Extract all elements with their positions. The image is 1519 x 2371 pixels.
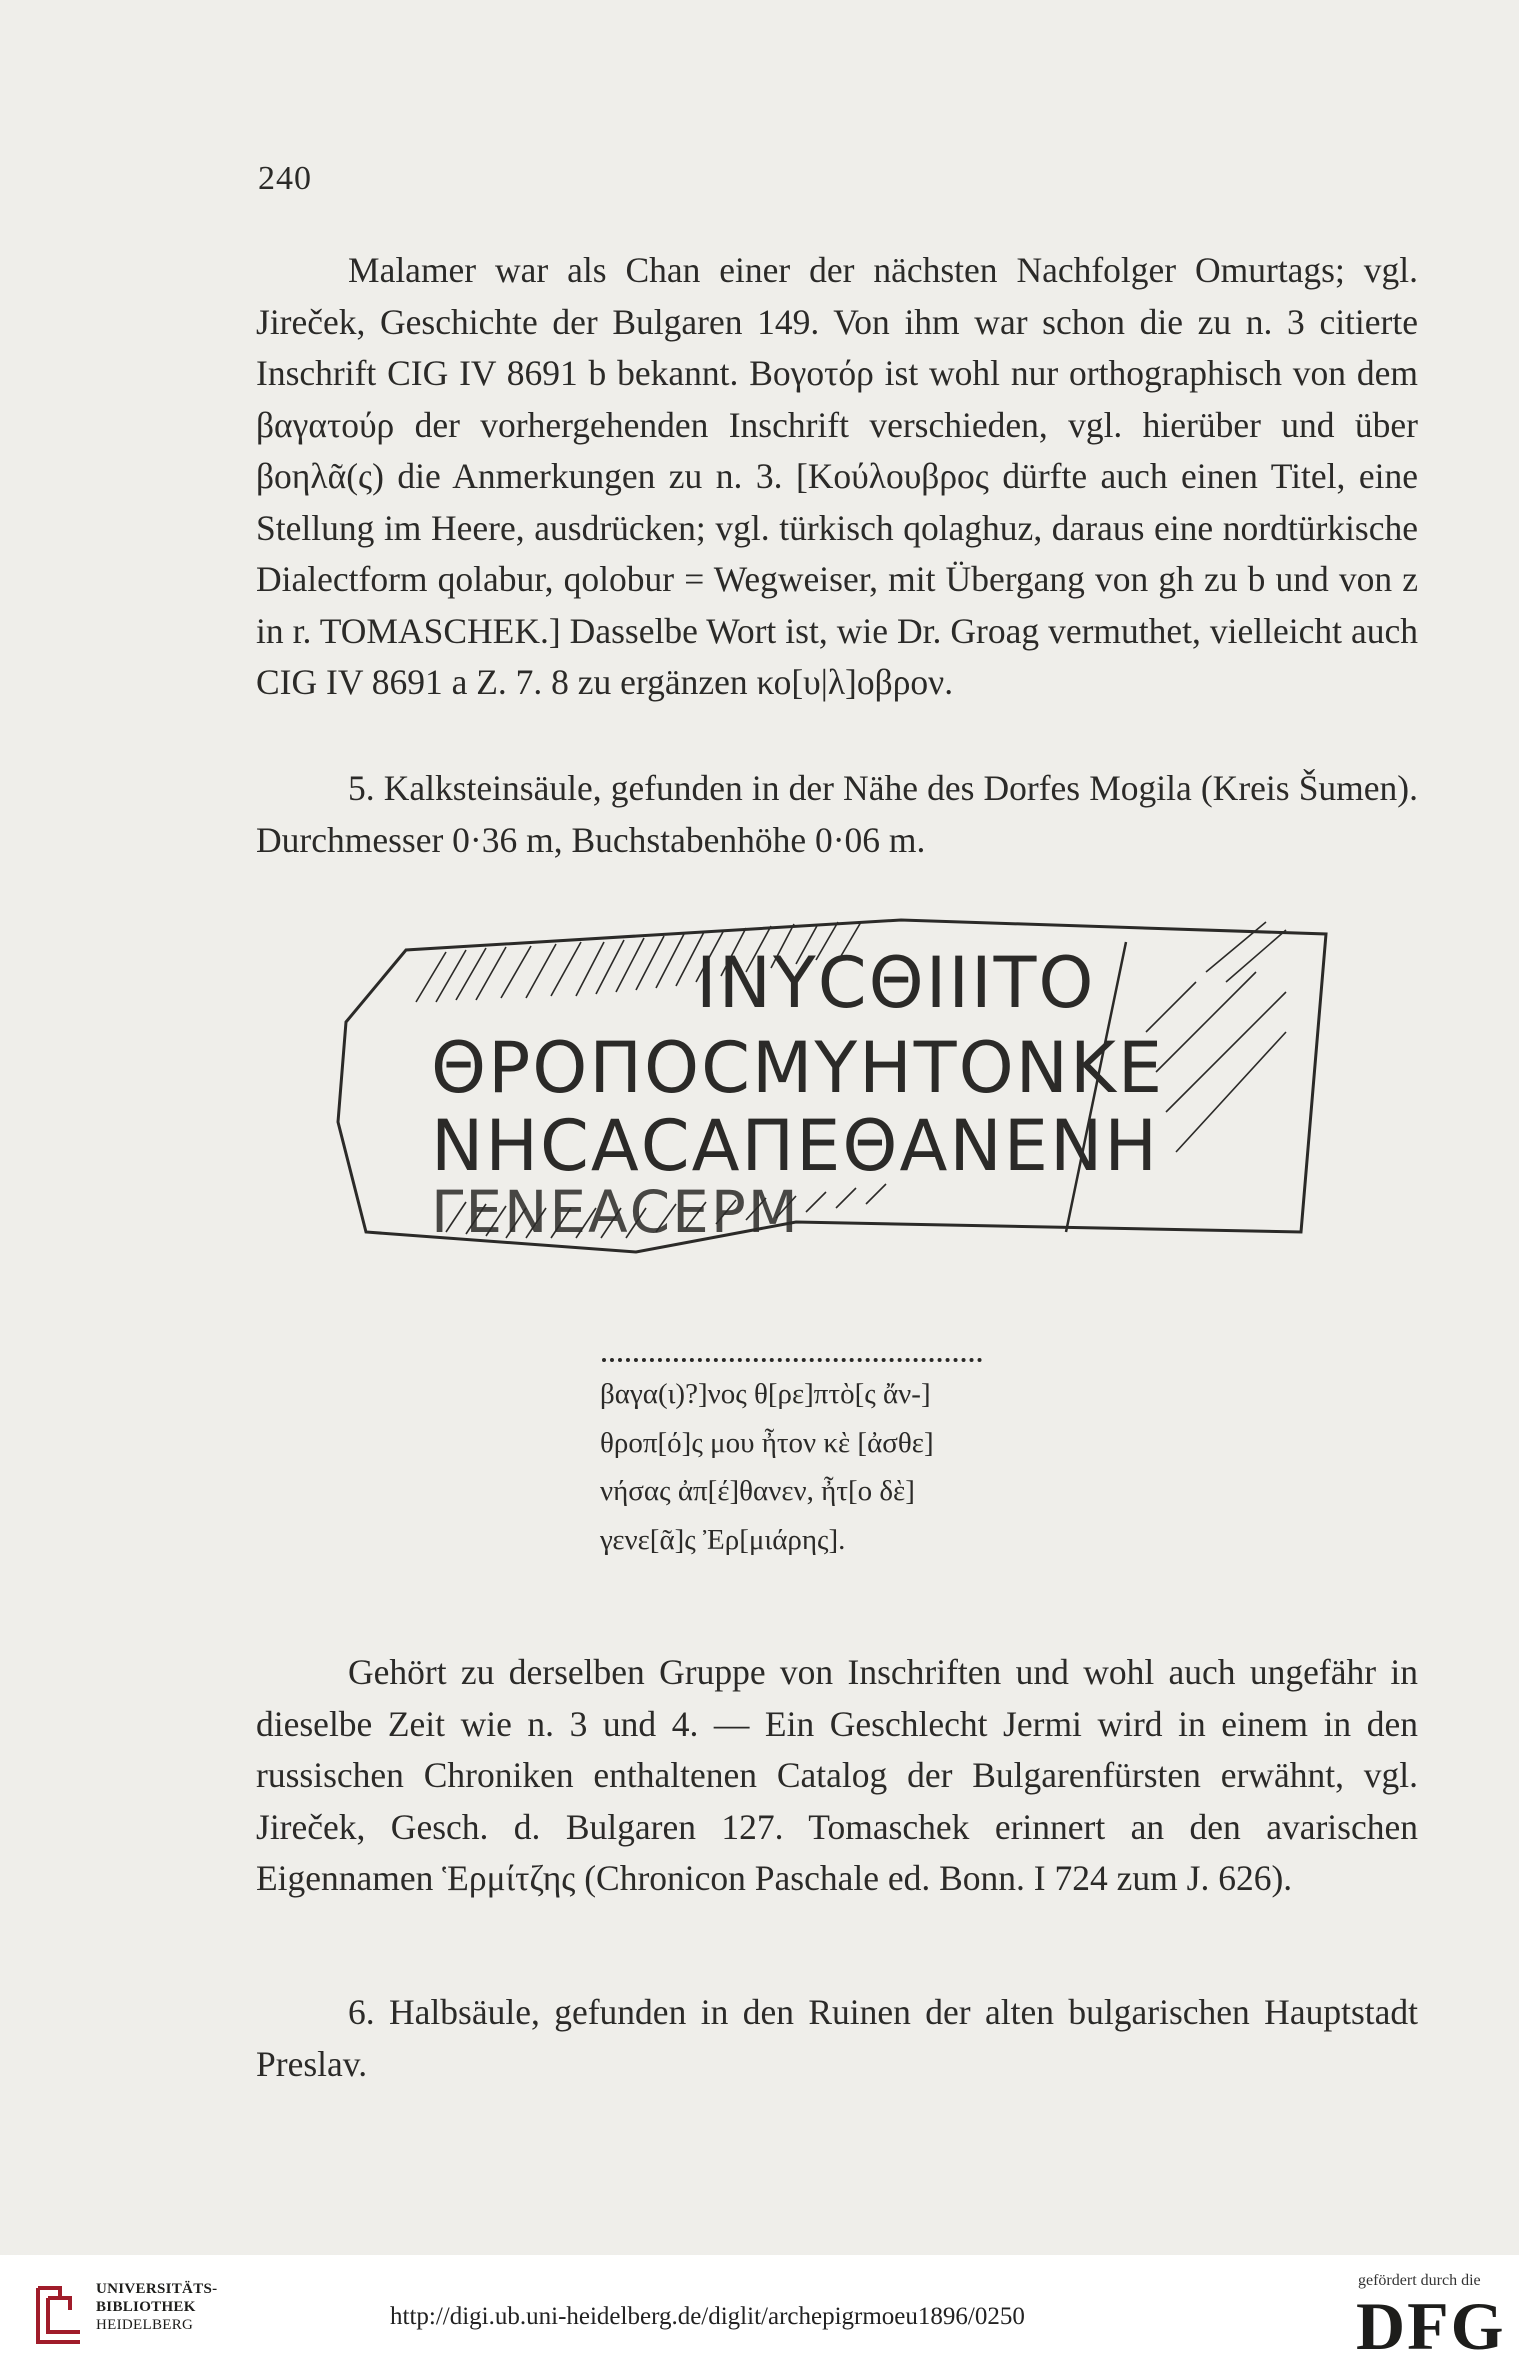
lacuna-dots: [602, 1358, 982, 1366]
inscription-line-1: ΙΝΥϹΘΙΙΙΤΟ: [696, 942, 1096, 1024]
library-name-line: BIBLIOTHEK: [96, 2299, 196, 2315]
source-url-link[interactable]: http://digi.ub.uni-heidelberg.de/diglit/archepigrmoeu1896/0250: [390, 2303, 1025, 2330]
paragraph-commentary: [256, 245, 1418, 709]
library-name-line: UNIVERSITÄTS-: [96, 2281, 218, 2297]
paragraph-text: 5. Kalksteinsäule, gefunden in der Nähe des Dorfes Mogila (Kreis Šumen). Durchmesser 0·36 m, Buchstabenhöhe 0·06 m.: [256, 768, 1418, 860]
paragraph-discussion: [256, 1647, 1418, 1905]
paragraph-text: Gehört zu derselben Gruppe von Inschriften und wohl auch ungefähr in dieselbe Zeit wie n. 3 und 4. — Ein Geschlecht Jermi wird in einem in den russischen Chroniken enthaltenen Catalog der Bulgarenfürsten erwähnt, vgl. Jireček, Gesch. d. Bulgaren 127. Tomaschek erinnert an den avarischen Eigennamen Ἑρμίτζης (Chronicon Paschale ed. Bonn. I 724 zum J. 626).: [256, 1652, 1418, 1898]
inscription-line-4: ΓΕΝΕΑϹΕΡΜ: [431, 1178, 800, 1246]
inscription-drawing: [326, 912, 1336, 1282]
paragraph-item-6: [256, 1987, 1418, 2090]
library-logo-icon[interactable]: [30, 2280, 88, 2350]
library-name-line: HEIDELBERG: [96, 2317, 194, 2333]
library-name: [96, 2280, 217, 2334]
dfg-logo[interactable]: DFG: [1356, 2288, 1506, 2364]
paragraph-text: 6. Halbsäule, gefunden in den Ruinen der alten bulgarischen Hauptstadt Preslav.: [256, 1992, 1418, 2084]
transcription-line: βαγα(ι)?]νος θ[ρε]πτὸ[ς ἄν-]: [600, 1378, 931, 1410]
transcription-block: [600, 1370, 1060, 1564]
transcription-line: νήσας ἀπ[έ]θανεν, ἦτ[ο δὲ]: [600, 1475, 915, 1507]
transcription-line: θροπ[ό]ς μου ἦτον κὲ [ἀσθε]: [600, 1426, 934, 1459]
funding-caption: gefördert durch die: [1358, 2272, 1481, 2289]
inscription-line-3: ΝΗϹΑϹΑΠΕΘΑΝΕΝΗ: [431, 1105, 1159, 1187]
inscription-line-2: ΘΡΟΠΟϹΜΥΗΤΟΝΚΕ: [431, 1027, 1165, 1109]
transcription-line: γενε[ᾶ]ς Ἐρ[μιάρης].: [600, 1523, 846, 1556]
page-number: 240: [258, 160, 312, 197]
paragraph-text: Malamer war als Chan einer der nächsten Nachfolger Omurtags; vgl. Jireček, Geschichte der Bulgaren 149. Von ihm war schon die zu n. 3 citierte Inschrift CIG IV 8691 b bekannt. Βογοτόρ ist wohl nur orthographisch von dem βαγατούρ der vorhergehenden Inschrift verschieden, vgl. hierüber und über βοηλᾶ(ς) die Anmerkungen zu n. 3. [Κούλουβρος dürfte auch einen Titel, eine Stellung im Heere, ausdrücken; vgl. türkisch qolaghuz, daraus eine nordtürkische Dialectform qolabur, qolobur = Wegweiser, mit Übergang von gh zu b und von z in r. TOMASCHEK.] Dasselbe Wort ist, wie Dr. Groag vermuthet, vielleicht auch CIG IV 8691 a Z. 7. 8 zu ergänzen κο[υ|λ]οβρον.: [256, 250, 1418, 702]
paragraph-item-5: [256, 763, 1418, 866]
